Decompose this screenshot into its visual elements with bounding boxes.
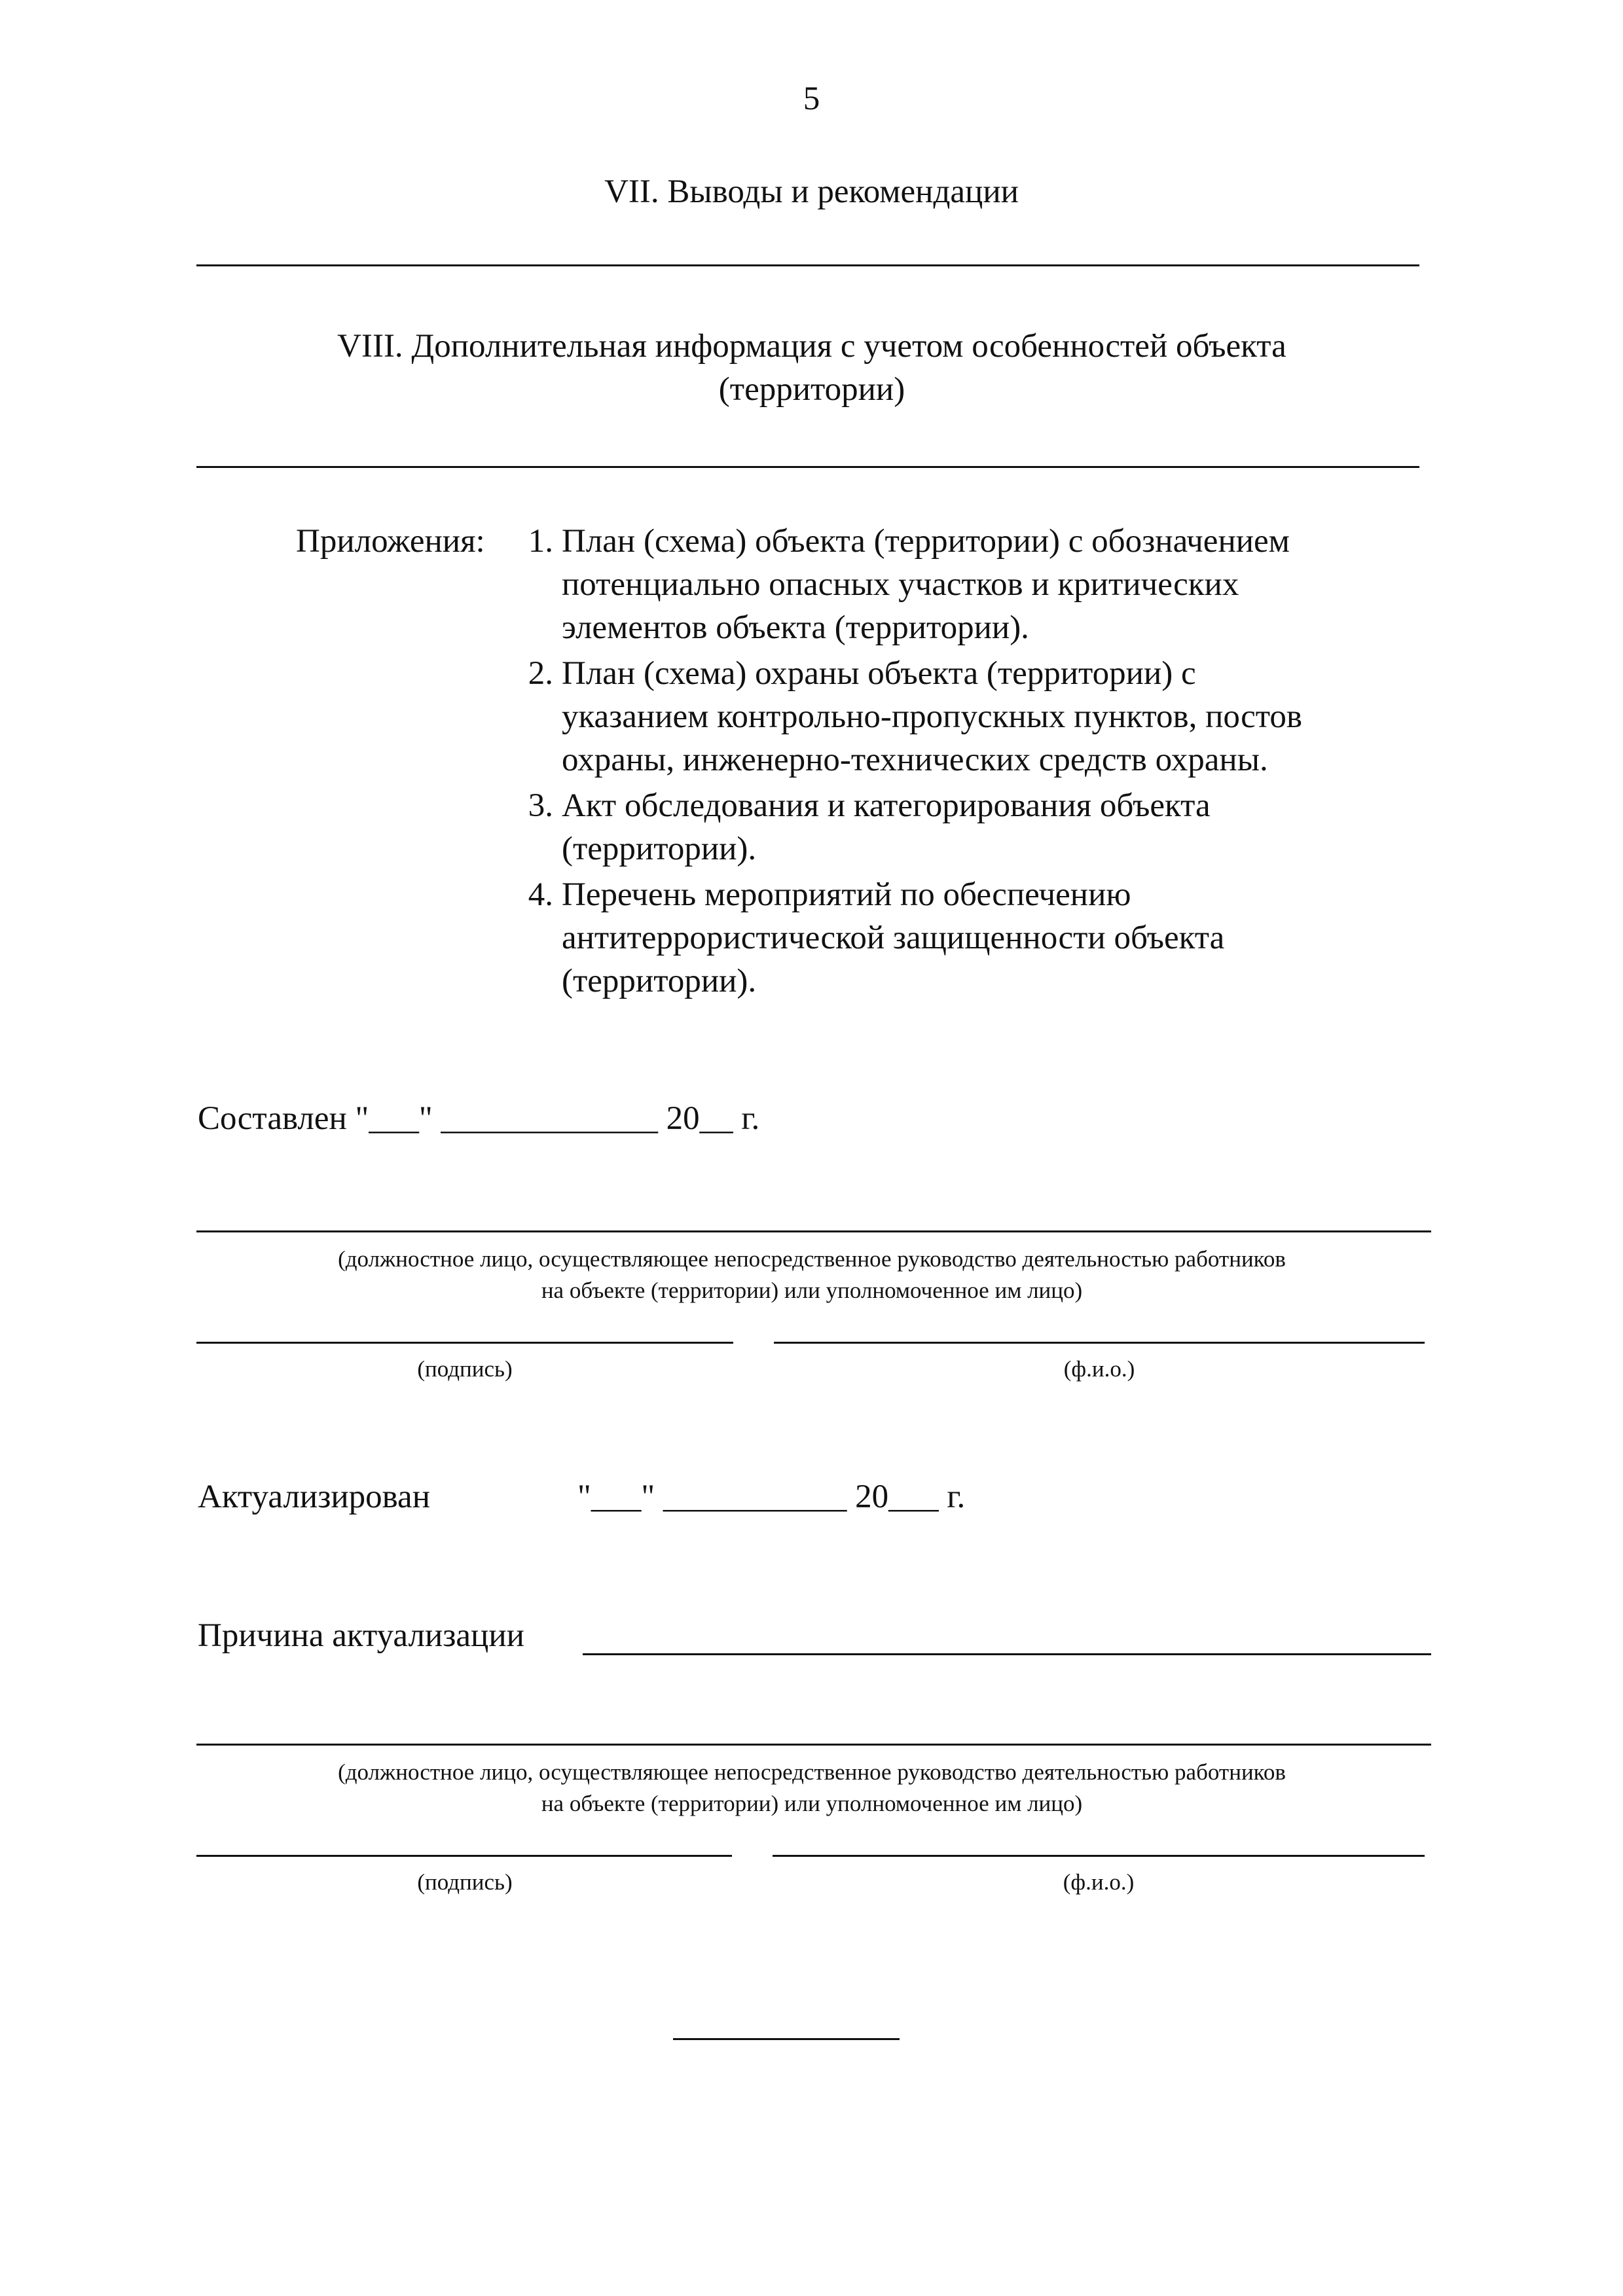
section-7-answer-line: [196, 264, 1419, 266]
page-number: 5: [803, 81, 820, 117]
reason-label: Причина актуализации: [198, 1617, 524, 1654]
official-line-1: [196, 1230, 1431, 1232]
attachment-4-number: 4.: [528, 876, 553, 913]
section-7-title: VII. Выводы и рекомендации: [604, 173, 1019, 210]
attachment-4-line-1: Перечень мероприятий по обеспечению: [562, 876, 1131, 913]
section-8-title: [196, 325, 1427, 411]
attachment-4-line-2: антитеррористической защищенности объекта: [562, 920, 1225, 956]
section-8-title-line-1: VIII. Дополнительная информация с учетом особенностей объекта: [337, 328, 1286, 365]
official-caption-2-line-1: (должностное лицо, осуществляющее непосредственное руководство деятельностью работников: [338, 1759, 1286, 1785]
attachment-1-line-1: План (схема) объекта (территории) с обозначением: [562, 523, 1290, 560]
official-caption-1-line-1: (должностное лицо, осуществляющее непосредственное руководство деятельностью работников: [338, 1246, 1286, 1272]
attachment-2-line-2: указанием контрольно-пропускных пунктов, постов: [562, 698, 1302, 735]
attachment-2-line-3: охраны, инженерно-технических средств охраны.: [562, 742, 1268, 778]
end-separator: [673, 2038, 900, 2040]
official-caption-2-line-2: на объекте (территории) или уполномоченное им лицо): [541, 1791, 1083, 1816]
reason-line: [583, 1653, 1431, 1655]
attachment-3-number: 3.: [528, 787, 553, 824]
compiled-date-line: Составлен "___" _____________ 20__ г.: [198, 1100, 760, 1137]
official-caption-1-line-2: на объекте (территории) или уполномоченное им лицо): [541, 1278, 1083, 1303]
attachment-3-line-1: Акт обследования и категорирования объекта: [562, 787, 1211, 824]
signature-caption-2: (подпись): [417, 1869, 513, 1895]
attachment-3-line-2: (территории).: [562, 831, 757, 867]
signature-line-2: [196, 1855, 732, 1857]
attachment-2-number: 2.: [528, 655, 553, 692]
name-line-1: [774, 1342, 1425, 1344]
signature-caption-1: (подпись): [417, 1356, 513, 1382]
official-line-2: [196, 1744, 1431, 1746]
attachment-4-line-3: (территории).: [562, 963, 757, 999]
updated-date-line: "___" ___________ 20___ г.: [577, 1479, 966, 1515]
attachment-1-number: 1.: [528, 523, 553, 560]
name-line-2: [773, 1855, 1425, 1857]
name-caption-1: (ф.и.о.): [1063, 1356, 1135, 1382]
attachment-1-line-3: элементов объекта (территории).: [562, 609, 1029, 646]
section-8-answer-line: [196, 466, 1419, 468]
signature-line-1: [196, 1342, 733, 1344]
attachment-2-line-1: План (схема) охраны объекта (территории) с: [562, 655, 1196, 692]
attachments-list: [0, 520, 1623, 1017]
official-caption-1: [196, 1244, 1427, 1306]
attachment-1-line-2: потенциально опасных участков и критических: [562, 566, 1239, 603]
official-caption-2: [196, 1757, 1427, 1820]
section-8-title-line-2: (территории): [718, 371, 905, 408]
attachments-label: Приложения:: [296, 523, 485, 560]
name-caption-2: (ф.и.о.): [1063, 1869, 1135, 1895]
updated-label: Актуализирован: [198, 1479, 430, 1515]
